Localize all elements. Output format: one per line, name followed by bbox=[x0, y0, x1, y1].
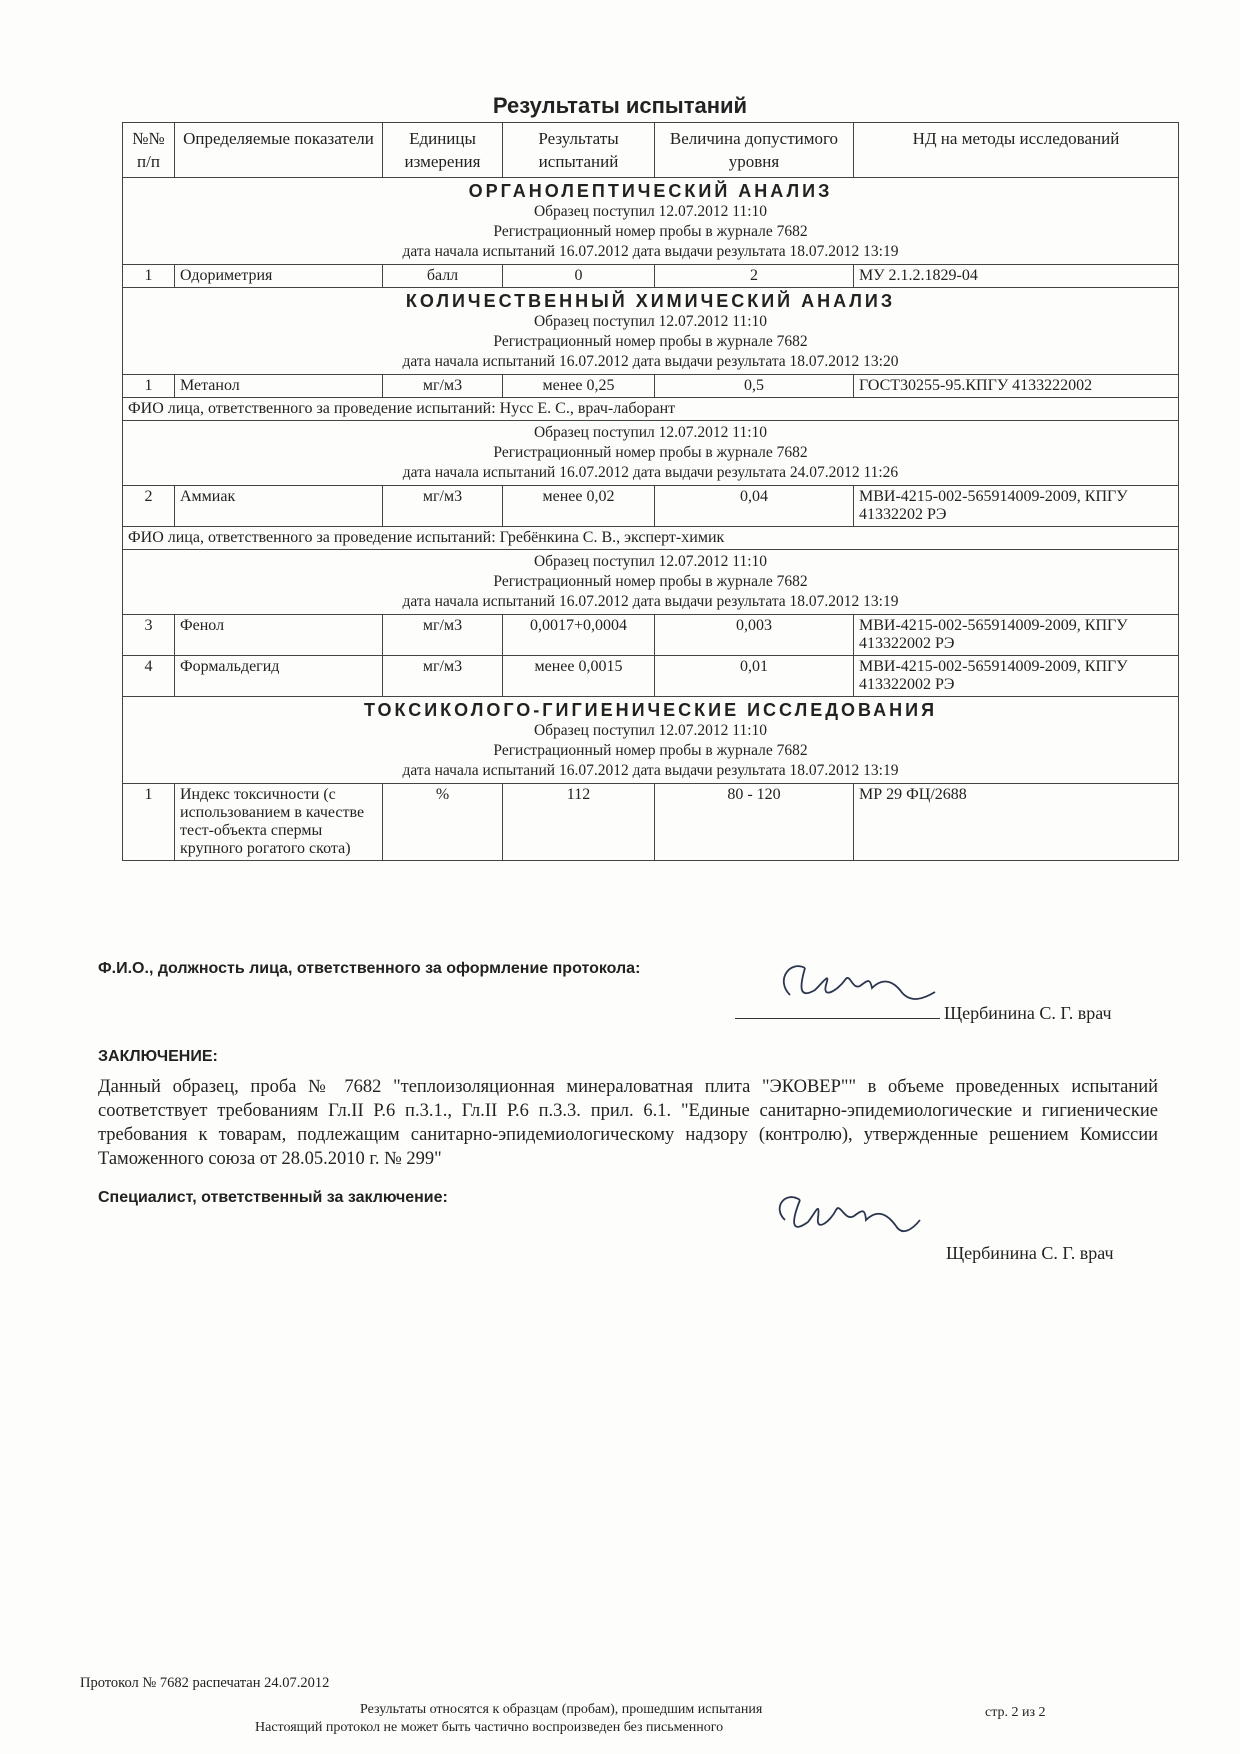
page-title: Результаты испытаний bbox=[492, 93, 748, 118]
row-allowed: 2 bbox=[655, 265, 854, 288]
test-dates: дата начала испытаний 16.07.2012 дата выдачи результата 18.07.2012 13:19 bbox=[402, 762, 899, 779]
specialist-signature-icon bbox=[750, 1180, 950, 1250]
section-title: ОРГАНОЛЕПТИЧЕСКИЙ АНАЛИЗ bbox=[468, 181, 833, 201]
row-unit: мг/м3 bbox=[383, 375, 503, 398]
protocol-responsible bbox=[98, 955, 1158, 981]
table-row bbox=[123, 265, 1179, 288]
sample-reg-number: Регистрационный номер пробы в журнале 7682 bbox=[493, 223, 808, 240]
row-indicator: Метанол bbox=[175, 375, 383, 398]
row-allowed: 80 - 120 bbox=[655, 784, 854, 861]
section-chemical bbox=[123, 288, 1179, 375]
row-allowed: 0,01 bbox=[655, 656, 854, 697]
row-result: 0,0017+0,0004 bbox=[503, 615, 655, 656]
section-title: ТОКСИКОЛОГО-ГИГИЕНИЧЕСКИЕ ИССЛЕДОВАНИЯ bbox=[363, 700, 938, 720]
section-title: КОЛИЧЕСТВЕННЫЙ ХИМИЧЕСКИЙ АНАЛИЗ bbox=[405, 291, 896, 311]
footer-note-1: Результаты относятся к образцам (пробам), прошедшим испытания bbox=[360, 1702, 763, 1717]
row-num: 4 bbox=[123, 656, 175, 697]
sample-received: Образец поступил 12.07.2012 11:10 bbox=[533, 722, 768, 739]
row-indicator: Одориметрия bbox=[175, 265, 383, 288]
sample-received: Образец поступил 12.07.2012 11:10 bbox=[533, 313, 768, 330]
responsible-person: ФИО лица, ответственного за проведение испытаний: Нусс Е. С., врач-лаборант bbox=[123, 398, 1179, 421]
sample-received: Образец поступил 12.07.2012 11:10 bbox=[533, 424, 768, 441]
row-result: менее 0,02 bbox=[503, 486, 655, 527]
row-unit: мг/м3 bbox=[383, 615, 503, 656]
row-num: 3 bbox=[123, 615, 175, 656]
section-organoleptic bbox=[123, 178, 1179, 265]
specialist-label: Специалист, ответственный за заключение: bbox=[98, 1189, 448, 1206]
specialist bbox=[98, 1184, 1158, 1210]
section-chemical-2 bbox=[123, 421, 1179, 486]
row-indicator: Фенол bbox=[175, 615, 383, 656]
sample-received: Образец поступил 12.07.2012 11:10 bbox=[533, 203, 768, 220]
row-indicator: Аммиак bbox=[175, 486, 383, 527]
conclusion bbox=[98, 1045, 1158, 1171]
row-method: МУ 2.1.2.1829-04 bbox=[854, 265, 1179, 288]
footer-page-number: стр. 2 из 2 bbox=[985, 1705, 1046, 1720]
row-method: ГОСТ30255-95.КПГУ 4133222002 bbox=[854, 375, 1179, 398]
sample-reg-number: Регистрационный номер пробы в журнале 7682 bbox=[493, 444, 808, 461]
header-indicator: Определяемые показатели bbox=[175, 123, 383, 178]
sample-reg-number: Регистрационный номер пробы в журнале 7682 bbox=[493, 573, 808, 590]
section-toxicological bbox=[123, 697, 1179, 784]
header-allowed: Величина допустимого уровня bbox=[655, 123, 854, 178]
test-dates: дата начала испытаний 16.07.2012 дата выдачи результата 18.07.2012 13:19 bbox=[402, 593, 899, 610]
test-dates: дата начала испытаний 16.07.2012 дата выдачи результата 24.07.2012 11:26 bbox=[402, 464, 899, 481]
row-result: менее 0,0015 bbox=[503, 656, 655, 697]
header-unit: Единицы измерения bbox=[383, 123, 503, 178]
row-indicator: Индекс токсичности (с использованием в качестве тест-объекта спермы крупного рогатого скота) bbox=[175, 784, 383, 861]
row-num: 1 bbox=[123, 265, 175, 288]
test-dates: дата начала испытаний 16.07.2012 дата выдачи результата 18.07.2012 13:20 bbox=[402, 353, 899, 370]
specialist-name: Щербинина С. Г. врач bbox=[946, 1243, 1114, 1263]
row-result: 112 bbox=[503, 784, 655, 861]
table-row bbox=[123, 615, 1179, 656]
row-allowed: 0,5 bbox=[655, 375, 854, 398]
table-row bbox=[123, 656, 1179, 697]
header-num: №№ п/п bbox=[123, 123, 175, 178]
footer-printed: Протокол № 7682 распечатан 24.07.2012 bbox=[80, 1675, 330, 1691]
row-unit: % bbox=[383, 784, 503, 861]
row-unit: балл bbox=[383, 265, 503, 288]
row-result: менее 0,25 bbox=[503, 375, 655, 398]
conclusion-heading: ЗАКЛЮЧЕНИЕ: bbox=[98, 1048, 218, 1065]
row-unit: мг/м3 bbox=[383, 656, 503, 697]
table-row bbox=[123, 784, 1179, 861]
protocol-responsible-label: Ф.И.О., должность лица, ответственного за оформление протокола: bbox=[98, 960, 641, 977]
responsible-row bbox=[123, 398, 1179, 421]
sample-received: Образец поступил 12.07.2012 11:10 bbox=[533, 553, 768, 570]
row-num: 1 bbox=[123, 784, 175, 861]
row-indicator: Формальдегид bbox=[175, 656, 383, 697]
footer-note-2: Настоящий протокол не может быть частично воспроизведен без письменного bbox=[255, 1720, 724, 1735]
sample-reg-number: Регистрационный номер пробы в журнале 7682 bbox=[493, 333, 808, 350]
table-row bbox=[123, 486, 1179, 527]
row-num: 1 bbox=[123, 375, 175, 398]
header-result: Результаты испытаний bbox=[503, 123, 655, 178]
row-allowed: 0,003 bbox=[655, 615, 854, 656]
table-row bbox=[123, 375, 1179, 398]
row-num: 2 bbox=[123, 486, 175, 527]
row-allowed: 0,04 bbox=[655, 486, 854, 527]
sample-reg-number: Регистрационный номер пробы в журнале 7682 bbox=[493, 742, 808, 759]
conclusion-text: Данный образец, проба № 7682 "теплоизоляционная минераловатная плита "ЭКОВЕР"" в объеме проведенных испытаний соответствует требованиям Гл.II Р.6 п.3.1., Гл.II Р.6 п.3.3. прил. 6.1. "Единые санитарно-эпидемиологические и гигиенические требования к товарам, подлежащим санитарно-эпидемиологическому надзору (контролю), утвержденные решением Комиссии Таможенного союза от 28.05.2010 г. № 299" bbox=[98, 1077, 1158, 1169]
row-result: 0 bbox=[503, 265, 655, 288]
row-method: МВИ-4215-002-565914009-2009, КПГУ 41332202 РЭ bbox=[854, 486, 1179, 527]
row-unit: мг/м3 bbox=[383, 486, 503, 527]
row-method: МВИ-4215-002-565914009-2009, КПГУ 413322002 РЭ bbox=[854, 656, 1179, 697]
header-method: НД на методы исследований bbox=[854, 123, 1179, 178]
section-chemical-3 bbox=[123, 550, 1179, 615]
test-dates: дата начала испытаний 16.07.2012 дата выдачи результата 18.07.2012 13:19 bbox=[402, 243, 899, 260]
responsible-row bbox=[123, 527, 1179, 550]
table-header-row bbox=[123, 123, 1179, 178]
row-method: МР 29 ФЦ/2688 bbox=[854, 784, 1179, 861]
results-table bbox=[122, 122, 1179, 861]
row-method: МВИ-4215-002-565914009-2009, КПГУ 413322002 РЭ bbox=[854, 615, 1179, 656]
protocol-responsible-signature bbox=[735, 1003, 1112, 1024]
protocol-responsible-name: Щербинина С. Г. врач bbox=[944, 1003, 1112, 1023]
responsible-person: ФИО лица, ответственного за проведение испытаний: Гребёнкина С. В., эксперт-химик bbox=[123, 527, 1179, 550]
